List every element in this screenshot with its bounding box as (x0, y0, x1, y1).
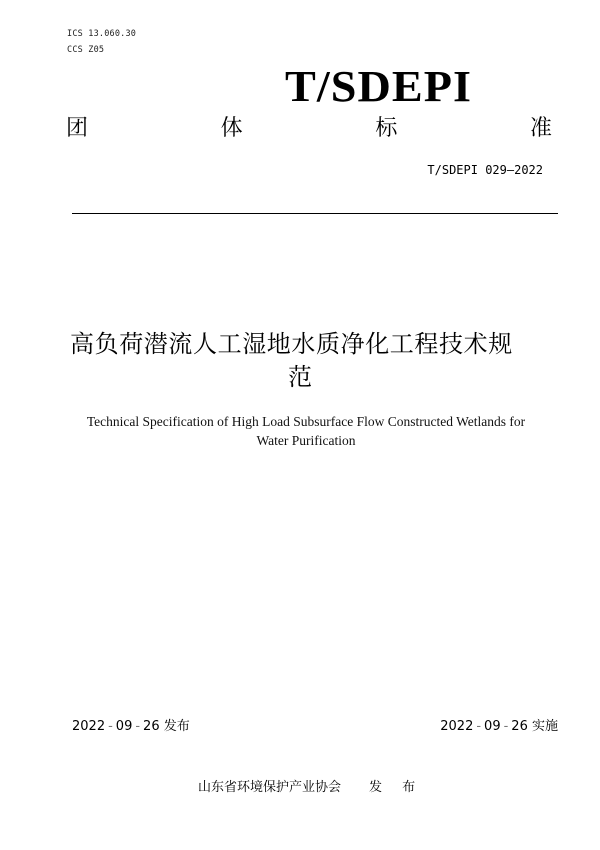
publish-month: 09 (115, 719, 133, 734)
date-separator: - (503, 719, 509, 734)
publish-year: 2022 (72, 719, 106, 734)
implement-label: 实施 (531, 719, 558, 734)
publish-action: 发 布 (369, 780, 424, 795)
ics-code: ICS 13.060.30 (67, 29, 137, 39)
document-title-chinese (70, 328, 530, 394)
date-separator: - (135, 719, 141, 734)
category-char: 标 (375, 116, 398, 141)
publish-label: 发布 (163, 719, 190, 734)
implementation-date (440, 715, 558, 734)
implement-month: 09 (484, 719, 501, 734)
title-line-1: 高负荷潜流人工湿地水质净化工程技术规 (70, 330, 513, 358)
title-line-2: 范 (288, 363, 312, 391)
document-title-english: Technical Specification of High Load Subsurface Flow Constructed Wetlands for Water Purification (86, 414, 526, 448)
standard-brand-logo: T/SDEPI (285, 62, 473, 111)
category-char: 准 (529, 116, 552, 141)
standard-category-heading (66, 116, 552, 142)
category-char: 体 (220, 116, 243, 141)
publisher-name: 山东省环境保护产业协会 (198, 780, 342, 795)
publish-day: 26 (143, 719, 160, 734)
standard-number: T/SDEPI 029—2022 (427, 163, 543, 177)
implement-day: 26 (511, 719, 528, 734)
header-divider (72, 213, 558, 214)
implement-year: 2022 (440, 719, 474, 734)
ccs-code: CCS Z05 (67, 45, 105, 55)
publisher-footer (198, 776, 423, 795)
date-separator: - (476, 719, 482, 734)
publish-date (72, 715, 190, 734)
date-separator: - (108, 719, 113, 734)
category-char: 团 (66, 116, 89, 141)
